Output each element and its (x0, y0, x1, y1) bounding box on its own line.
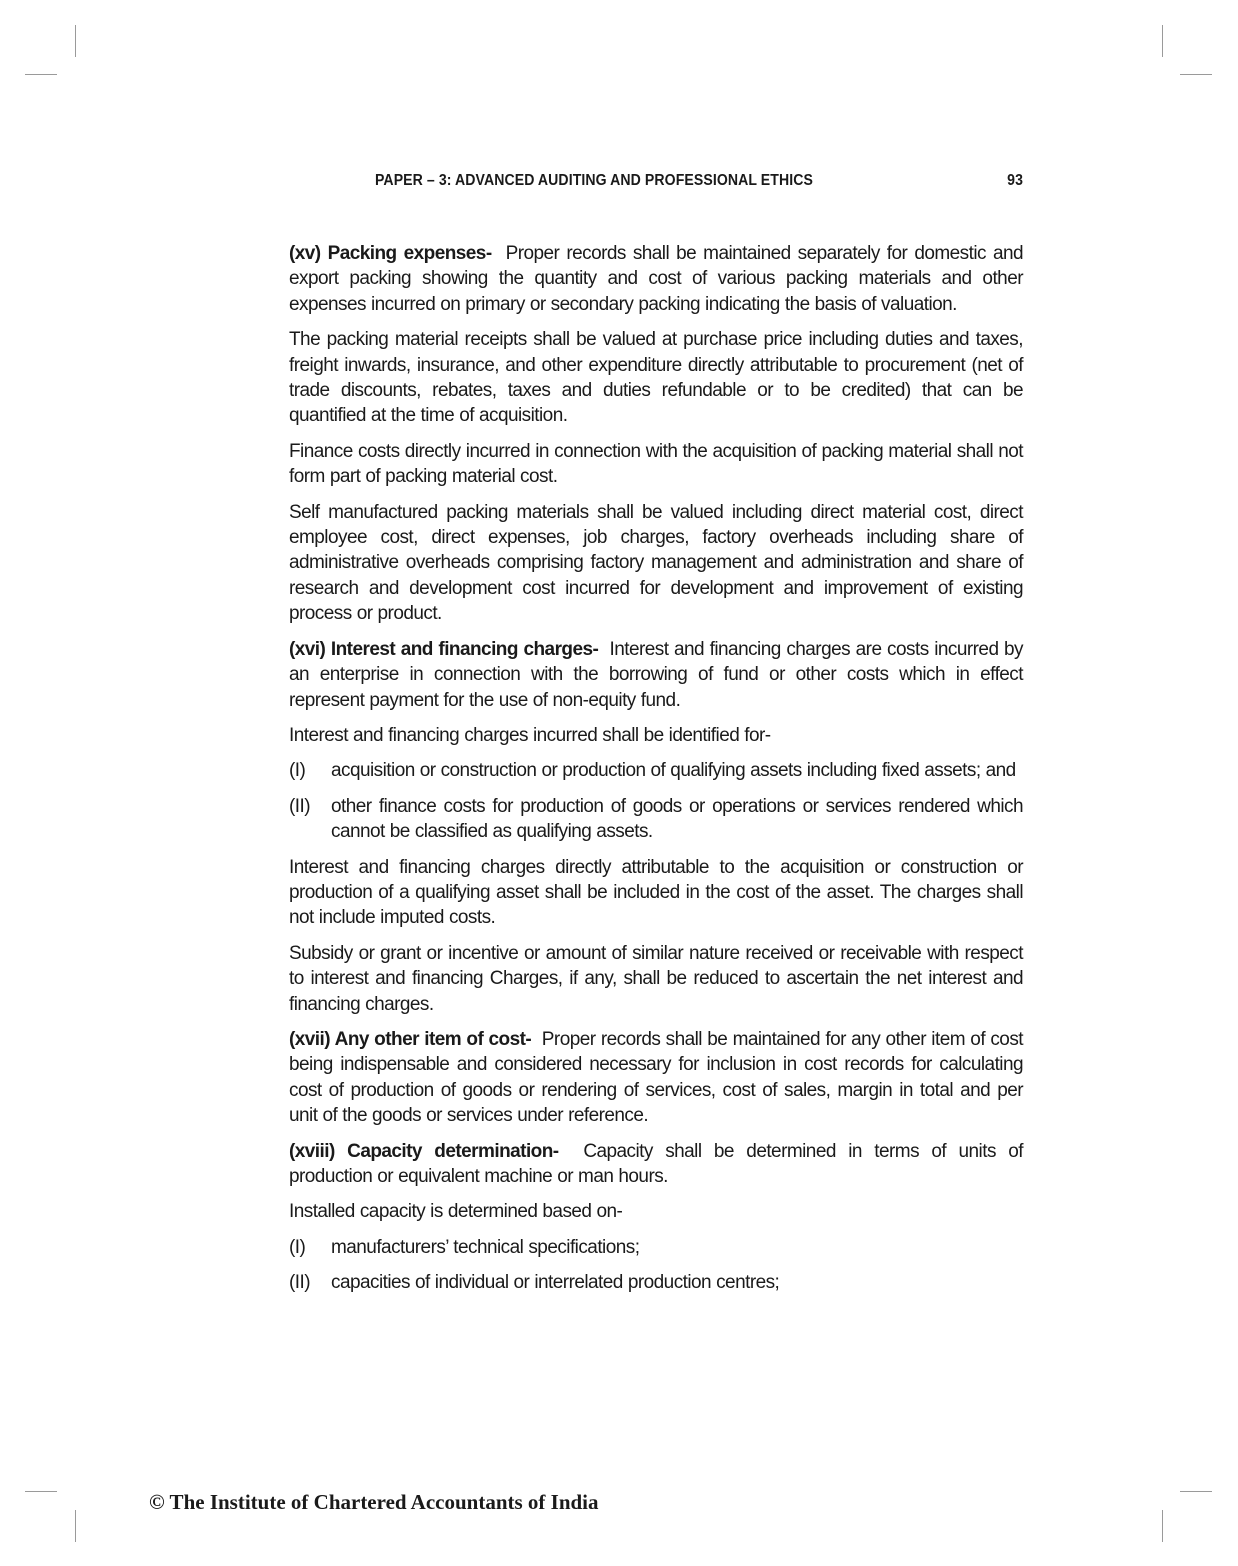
list-marker: (I) (289, 760, 306, 782)
list-item-text: capacities of individual or interrelated production centres; (331, 1272, 780, 1294)
paragraph-qualifying-asset: Interest and financing charges directly attributable to the acquisition or construction or production of a qualifying asset shall be included in the cost of the asset. The charges shall not include imputed costs. (289, 856, 1023, 929)
paragraph-interest-financing (289, 637, 1023, 713)
list-item (289, 1270, 1023, 1295)
crop-mark-top-left-horizontal (25, 74, 57, 75)
header-title: PAPER – 3: ADVANCED AUDITING AND PROFESSIONAL ETHICS (375, 172, 813, 189)
section-heading-xvii: (xvii) Any other item of cost- (289, 1028, 532, 1050)
crop-mark-bottom-left-vertical (75, 1510, 76, 1542)
running-header (289, 172, 1023, 194)
paragraph-other-item-of-cost (289, 1027, 1023, 1129)
section-heading-xvi: (xvi) Interest and financing charges- (289, 638, 599, 660)
crop-mark-bottom-right-horizontal (1180, 1491, 1212, 1492)
paragraph-text: Interest and financing charges are costs incurred by an enterprise in connection with the borrowing of fund or other costs which in effect represent payment for the use of non-equity fund. (289, 638, 1024, 711)
crop-mark-bottom-right-vertical (1162, 1510, 1163, 1542)
crop-mark-top-left-vertical (75, 25, 76, 57)
list-item-text: acquisition or construction or production of qualifying assets including fixed assets; and (331, 760, 1016, 782)
list-item (289, 794, 1023, 845)
paragraph-packing-receipts: The packing material receipts shall be valued at purchase price including duties and taxes, freight inwards, insurance, and other expenditure directly attributable to procurement (net of trade discounts, rebates, taxes and duties refundable or to be credited) that can be quantified at the time of acquisition. (289, 329, 1023, 427)
crop-mark-top-right-vertical (1162, 25, 1163, 57)
paragraph-capacity-determination (289, 1139, 1023, 1190)
list-item (289, 758, 1023, 783)
paragraph-finance-costs: Finance costs directly incurred in connection with the acquisition of packing material shall not form part of packing material cost. (289, 440, 1023, 488)
list-interest-identification (289, 758, 1023, 844)
paragraph-installed-capacity: Installed capacity is determined based on- (289, 1201, 623, 1223)
copyright-footer: © The Institute of Chartered Accountants of India (149, 1490, 599, 1514)
crop-mark-top-right-horizontal (1180, 74, 1212, 75)
paragraph-identified-for: Interest and financing charges incurred shall be identified for- (289, 724, 771, 746)
paragraph-packing-expenses (289, 241, 1023, 317)
paragraph-text: Proper records shall be maintained for any other item of cost being indispensable and considered necessary for inclusion in cost records for calculating cost of production of goods or rendering of services, cost of sales, margin in total and per unit of the goods or services under reference. (289, 1028, 1023, 1127)
list-marker: (II) (289, 1272, 311, 1294)
paragraph-subsidy: Subsidy or grant or incentive or amount of similar nature received or receivable with respect to interest and financing Charges, if any, shall be reduced to ascertain the net interest and financing charges. (289, 942, 1023, 1015)
list-item (289, 1235, 1023, 1260)
list-item-text: manufacturers’ technical specifications; (331, 1236, 640, 1258)
paragraph-text: Capacity shall be determined in terms of units of production or equivalent machine or man hours. (289, 1140, 1024, 1187)
list-marker: (II) (289, 795, 311, 817)
list-marker: (I) (289, 1236, 306, 1258)
crop-mark-bottom-left-horizontal (25, 1491, 57, 1492)
section-heading-xviii: (xviii) Capacity determination- (289, 1140, 559, 1162)
paragraph-text: Proper records shall be maintained separately for domestic and export packing showing the quantity and cost of various packing materials and other expenses incurred on primary or secondary packing indicating the basis of valuation. (289, 243, 1023, 315)
page-number: 93 (1007, 172, 1023, 189)
list-item-text: other finance costs for production of goods or operations or services rendered which cannot be classified as qualifying assets. (331, 795, 1023, 843)
list-installed-capacity-basis (289, 1235, 1023, 1296)
section-heading-xv: (xv) Packing expenses- (289, 243, 492, 264)
paragraph-self-manufactured: Self manufactured packing materials shall be valued including direct material cost, direct employee cost, direct expenses, job charges, factory overheads including share of administrative overheads comprising factory management and administration and share of research and development cost incurred for development and improvement of existing process or product. (289, 501, 1023, 625)
page-body (289, 241, 1023, 1306)
